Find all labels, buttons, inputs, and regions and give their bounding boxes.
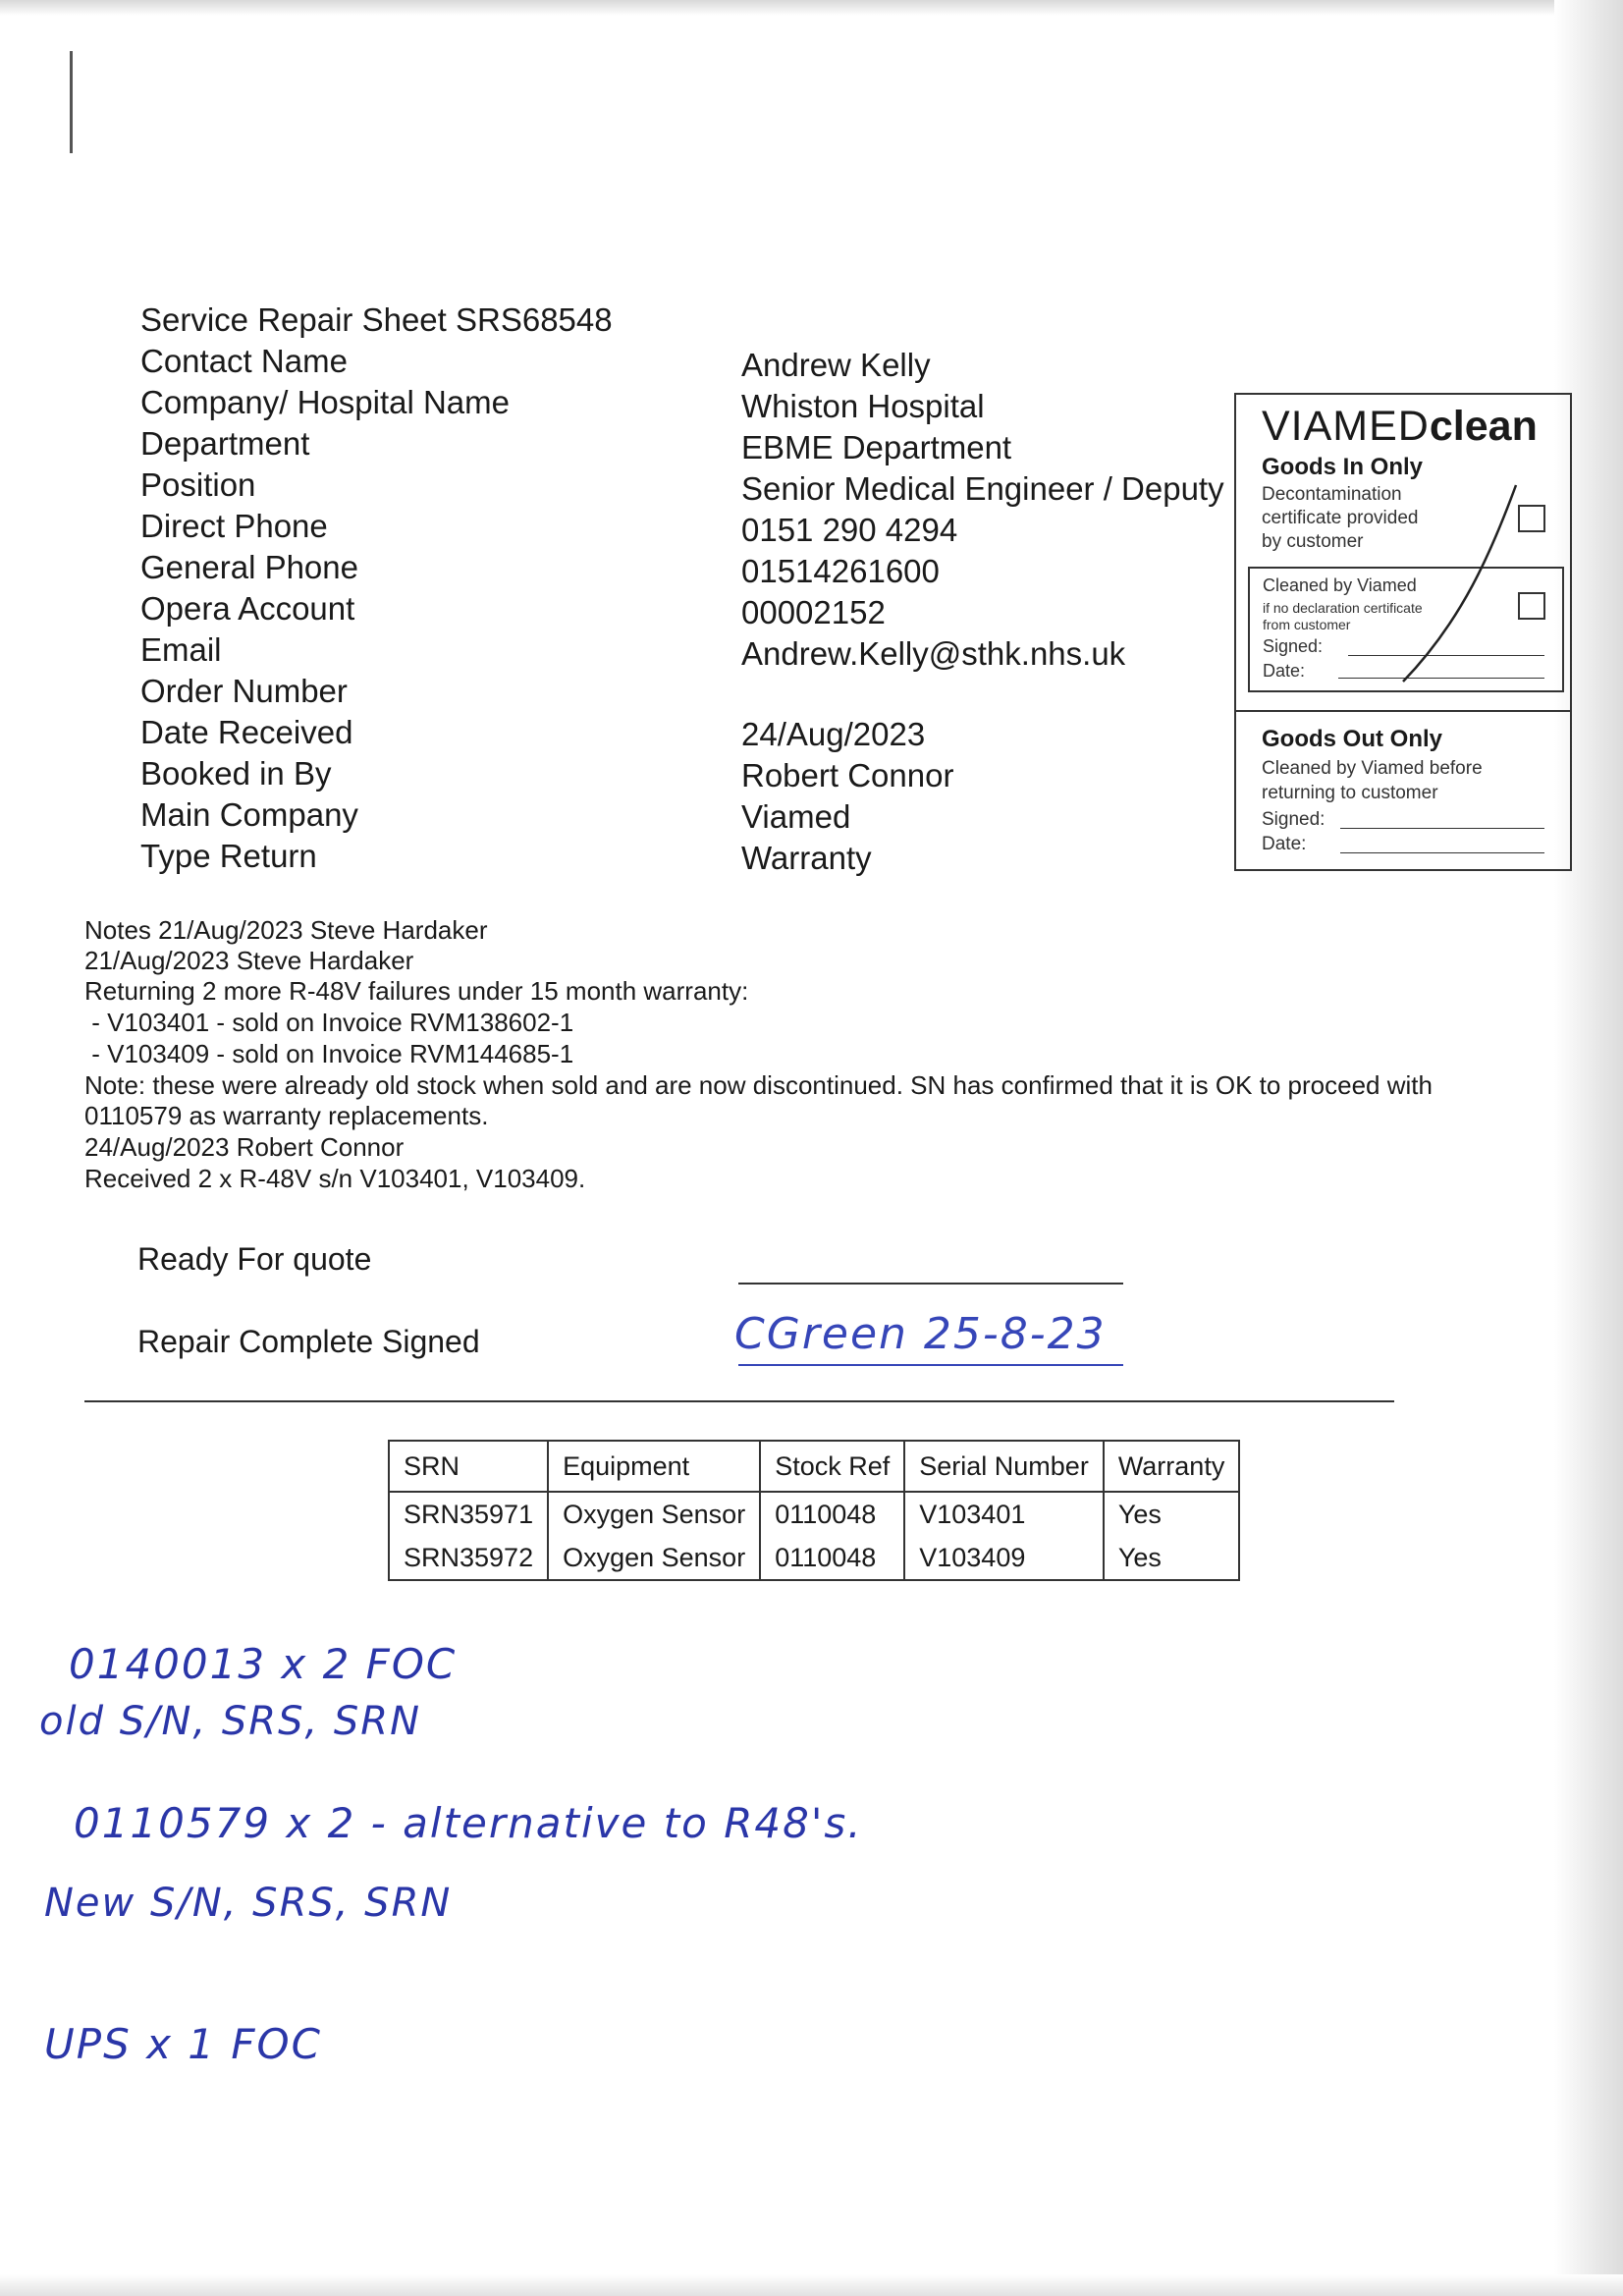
section-divider [84,1400,1394,1402]
col-header-serial-number: Serial Number [904,1441,1104,1492]
note-line: - V103409 - sold on Invoice RVM144685-1 [84,1039,574,1068]
out-signed-label: Signed: [1262,809,1325,830]
repair-complete-label: Repair Complete Signed [137,1324,480,1359]
note-line: 24/Aug/2023 Robert Connor [84,1132,405,1162]
field-label: Date Received [140,714,353,750]
cell-equipment: Oxygen Sensor [548,1492,760,1536]
decon-text-3: by customer [1262,531,1364,552]
field-label: Position [140,466,256,503]
handwritten-note: 0110579 x 2 - alternative to R48's. [74,1799,863,1847]
cell-srn: SRN35972 [389,1536,548,1580]
viamed-clean-stamp [1234,393,1572,871]
field-label: Department [140,425,310,462]
decon-text-1: Decontamination [1262,484,1402,505]
table-row [389,1536,1239,1580]
note-line: 21/Aug/2023 Steve Hardaker [84,946,414,975]
diagonal-strike-mark [1236,395,1570,689]
handwritten-note: old S/N, SRS, SRN [39,1699,422,1744]
decon-text-2: certificate provided [1262,508,1419,528]
field-value: Warranty [741,840,872,876]
field-value: Senior Medical Engineer / Deputy [741,470,1224,507]
table-header-row [389,1441,1239,1492]
logo-light-text: VIAMED [1262,403,1430,450]
note-line: 0110579 as warranty replacements. [84,1101,489,1130]
field-label: Main Company [140,796,358,833]
field-value: Andrew.Kelly@sthk.nhs.uk [741,635,1126,672]
out-signed-line [1340,828,1544,829]
ready-for-quote-line [738,1283,1123,1285]
scan-edge-bottom [0,2274,1623,2296]
handwritten-note: New S/N, SRS, SRN [44,1881,453,1926]
no-declaration-text-2: from customer [1263,617,1351,632]
note-line: Notes 21/Aug/2023 Steve Hardaker [84,915,488,945]
col-header-warranty: Warranty [1104,1441,1240,1492]
goods-in-heading: Goods In Only [1262,454,1424,480]
note-line: Returning 2 more R-48V failures under 15 month warranty: [84,976,749,1006]
field-label: Opera Account [140,590,355,627]
table-row [389,1492,1239,1536]
note-line: Received 2 x R-48V s/n V103401, V103409. [84,1164,586,1193]
cell-stock-ref: 0110048 [760,1492,904,1536]
field-label: Booked in By [140,755,332,792]
handwritten-note: UPS x 1 FOC [44,2020,322,2068]
cell-warranty: Yes [1104,1492,1240,1536]
note-line: - V103401 - sold on Invoice RVM138602-1 [84,1008,574,1037]
cell-warranty: Yes [1104,1536,1240,1580]
field-value: 0151 290 4294 [741,512,958,548]
inner-date-label: Date: [1263,661,1306,681]
sheet-title: Service Repair Sheet SRS68548 [140,301,613,338]
out-date-line [1340,852,1544,853]
stamp-divider [1236,710,1570,712]
cell-serial-number: V103401 [904,1492,1104,1536]
equipment-table [388,1440,1240,1581]
repair-complete-underline [738,1364,1123,1366]
logo-bold-text: clean [1429,403,1538,450]
field-value: Whiston Hospital [741,388,985,424]
cell-stock-ref: 0110048 [760,1536,904,1580]
field-value: 24/Aug/2023 [741,716,926,752]
field-value: Andrew Kelly [741,347,931,383]
field-label: Direct Phone [140,508,328,544]
scan-edge-top [0,0,1623,16]
field-value: 00002152 [741,594,886,630]
no-declaration-text-1: if no declaration certificate [1263,600,1423,616]
repair-complete-signature: CGreen 25-8-23 [734,1309,1107,1359]
punch-mark [70,51,73,153]
field-label: Order Number [140,673,348,709]
field-value: Viamed [741,798,851,835]
col-header-equipment: Equipment [548,1441,760,1492]
field-label: Contact Name [140,343,348,379]
field-label: Email [140,631,222,668]
handwritten-note: 0140013 x 2 FOC [69,1640,458,1688]
goods-out-heading: Goods Out Only [1262,726,1442,752]
inner-signed-label: Signed: [1263,636,1324,656]
field-value: EBME Department [741,429,1012,465]
cell-equipment: Oxygen Sensor [548,1536,760,1580]
scan-edge-right [1554,0,1623,2296]
goods-out-text-1: Cleaned by Viamed before [1262,758,1483,779]
cell-srn: SRN35971 [389,1492,548,1536]
cell-serial-number: V103409 [904,1536,1104,1580]
goods-out-text-2: returning to customer [1262,783,1438,803]
cleaned-by-text: Cleaned by Viamed [1263,575,1417,595]
field-value: Robert Connor [741,757,954,793]
field-label: Company/ Hospital Name [140,384,510,420]
field-label: Type Return [140,838,317,874]
note-line: Note: these were already old stock when sold and are now discontinued. SN has confirmed that it is OK to proceed with [84,1070,1433,1100]
out-date-label: Date: [1262,834,1307,854]
field-label: General Phone [140,549,358,585]
field-value: 01514261600 [741,553,940,589]
col-header-srn: SRN [389,1441,548,1492]
ready-for-quote-label: Ready For quote [137,1241,372,1277]
col-header-stock-ref: Stock Ref [760,1441,904,1492]
